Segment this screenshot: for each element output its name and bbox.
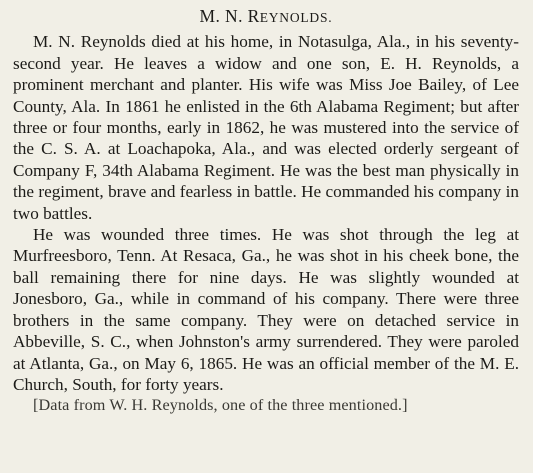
body-paragraph-1: M. N. Reynolds died at his home, in Notasulga, Ala., in his seventy-second year. He leaves a widow and one son, E. H. Reynolds, a prominent merchant and planter. His wife was Miss Joe Bailey, of Lee County, Ala. In 1861 he enlisted in the 6th Alabama Regiment; but after three or four months, early in 1862, he was mustered into the service of the C. S. A. at Loachapoka, Ala., and was elected orderly sergeant of Company F, 34th Alabama Regiment. He was the best man physically in the regiment, brave and fearless in battle. He commanded his company in two battles. — [13, 32, 519, 223]
title-smallcaps: EYNOLDS. — [259, 10, 333, 25]
body-paragraph-2: He was wounded three times. He was shot through the leg at Murfreesboro, Tenn. At Resaca, Ga., he was shot in his cheek bone, the ball remaining there for nine days. He was slightly wounded at Jonesboro, Ga., while in command of his company. There were three brothers in the same company. They were on detached service in Abbeville, S. C., when Johnston's army surrendered. They were paroled at Atlanta, Ga., on May 6, 1865. He was an official member of the M. E. Church, South, for forty years. — [13, 225, 519, 394]
article-title — [13, 6, 519, 28]
source-note: [Data from W. H. Reynolds, one of the three mentioned.] — [33, 396, 408, 415]
title-initials: M. N. R — [199, 6, 260, 26]
